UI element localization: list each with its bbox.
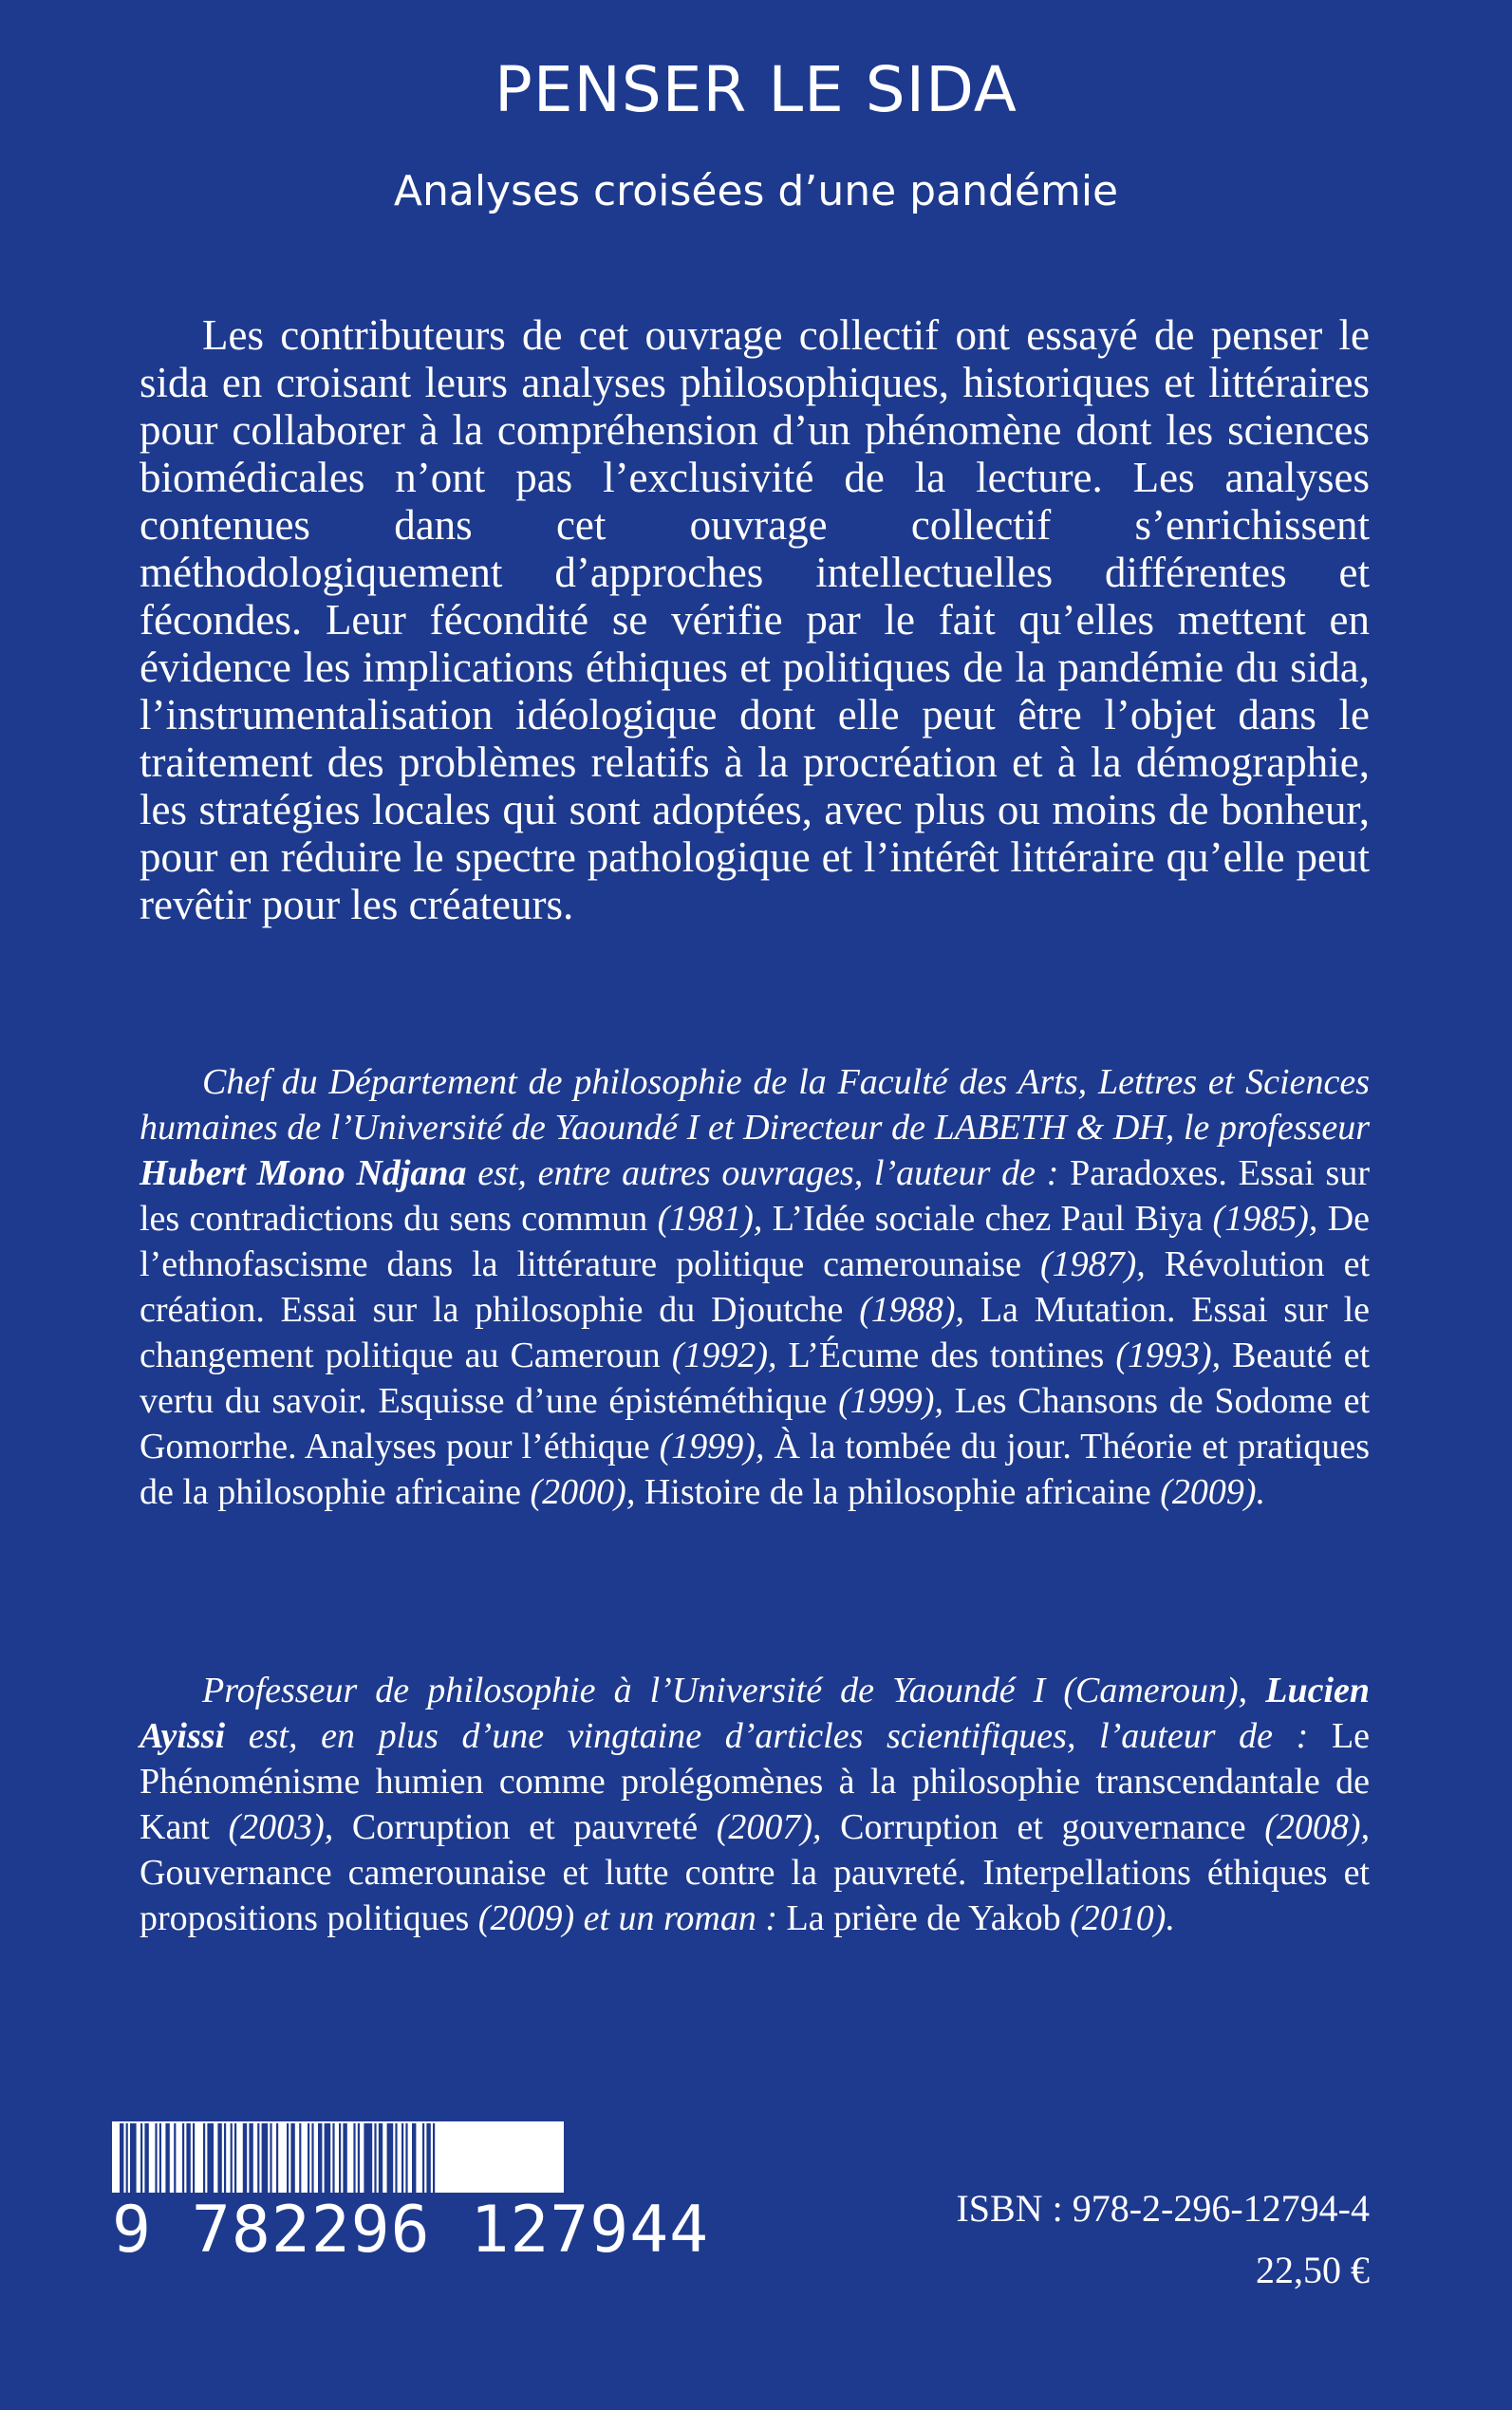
- work-title: Révolution et création. Essai sur la philosophie du Djoutche: [140, 1244, 1371, 1330]
- work-title: Paradoxes. Essai sur les contradictions du sens commun: [140, 1153, 1370, 1239]
- work-title: De l’ethnofascisme dans la littérature politique camerounaise: [140, 1199, 1370, 1284]
- summary-paragraph: Les contributeurs de cet ouvrage collectif ont essayé de penser le sida en croisant leurs analyses philosophiques, historiques et littéraires pour collaborer à la compréhension d’un phénomène dont les sciences biomédicales n’ont pas l’exclusivité de la lecture. Les analyses contenues dans cet ouvrage collectif s’enrichissent méthodologiquement d’approches intellectuelles différentes et fécondes. Leur fécondité se vérifie par le fait qu’elles mettent en évidence les implications éthiques et politiques de la pandémie du sida, l’instrumentalisation idéologique dont elle peut être l’objet dans le traitement des problèmes relatifs à la procréation et à la démographie, les stratégies locales qui sont adoptées, avec plus ou moins de bonheur, pour en réduire le spectre pathologique et l’intérêt littéraire qu’elle peut revêtir pour les créateurs.: [140, 311, 1370, 928]
- author-bio-ayissi: [140, 1668, 1370, 1941]
- work-title: Beauté et vertu du savoir. Esquisse d’une épistéméthique: [140, 1336, 1371, 1421]
- work-title: La prière de Yakob: [786, 1898, 1061, 1938]
- bio-intro: Chef du Département de philosophie de la Faculté des Arts, Lettres et Sciences humaines de l’Université de Yaoundé I et Directeur de LABETH & DH, le professeur: [140, 1062, 1370, 1148]
- work-year: (1988),: [859, 1290, 965, 1330]
- work-title: À la tombée du jour. Théorie et pratiques de la philosophie africaine: [140, 1427, 1371, 1512]
- work-title: L’Écume des tontines: [788, 1336, 1105, 1375]
- work-title: Histoire de la philosophie africaine: [644, 1472, 1151, 1512]
- work-year: (2009) et un roman :: [477, 1898, 778, 1938]
- work-title: Gouvernance camerounaise et lutte contre la pauvreté. Interpellations éthiques et propositions politiques: [140, 1853, 1370, 1938]
- work-title: L’Idée sociale chez Paul Biya: [772, 1199, 1204, 1239]
- work-year: (2009).: [1160, 1472, 1266, 1512]
- work-title: Corruption et gouvernance: [840, 1807, 1246, 1847]
- barcode-digits: 9 782296 127944: [112, 2193, 710, 2268]
- work-year: (1992),: [671, 1336, 777, 1375]
- work-title: Corruption et pauvreté: [351, 1807, 699, 1847]
- book-subtitle: Analyses croisées d’une pandémie: [393, 167, 1119, 215]
- work-year: (1999),: [838, 1381, 943, 1421]
- work-year: (1999),: [659, 1427, 765, 1467]
- work-year: (1993),: [1115, 1336, 1222, 1375]
- bio-role: est, en plus d’une vingtaine d’articles scientifiques, l’auteur de :: [248, 1716, 1309, 1756]
- bio-role: est, entre autres ouvrages, l’auteur de :: [477, 1153, 1059, 1193]
- author-name: Lucien Ayissi: [140, 1671, 1371, 1756]
- price: 22,50 €: [1256, 2249, 1370, 2291]
- work-year: (1985),: [1212, 1199, 1318, 1239]
- isbn: ISBN : 978-2-296-12794-4: [956, 2187, 1370, 2230]
- work-year: (1981),: [657, 1199, 763, 1239]
- work-year: (2008),: [1264, 1807, 1371, 1847]
- work-year: (2010).: [1070, 1898, 1175, 1938]
- work-title: Le Phénoménisme humien comme prolégomènes à la philosophie transcendantale de Kant: [140, 1716, 1371, 1847]
- book-title: PENSER LE SIDA: [495, 53, 1017, 126]
- work-year: (2007),: [716, 1807, 822, 1847]
- work-year: (2000),: [530, 1472, 636, 1512]
- author-bio-mono-ndjana: [140, 1059, 1370, 1515]
- work-year: (2003),: [228, 1807, 334, 1847]
- work-year: (1987),: [1040, 1244, 1146, 1284]
- bio-intro: Professeur de philosophie à l’Université de Yaoundé I (Cameroun),: [202, 1671, 1248, 1710]
- work-title: Les Chansons de Sodome et Gomorrhe. Analyses pour l’éthique: [140, 1381, 1371, 1467]
- author-name: Hubert Mono Ndjana: [140, 1153, 467, 1193]
- work-title: La Mutation. Essai sur le changement politique au Cameroun: [140, 1290, 1371, 1375]
